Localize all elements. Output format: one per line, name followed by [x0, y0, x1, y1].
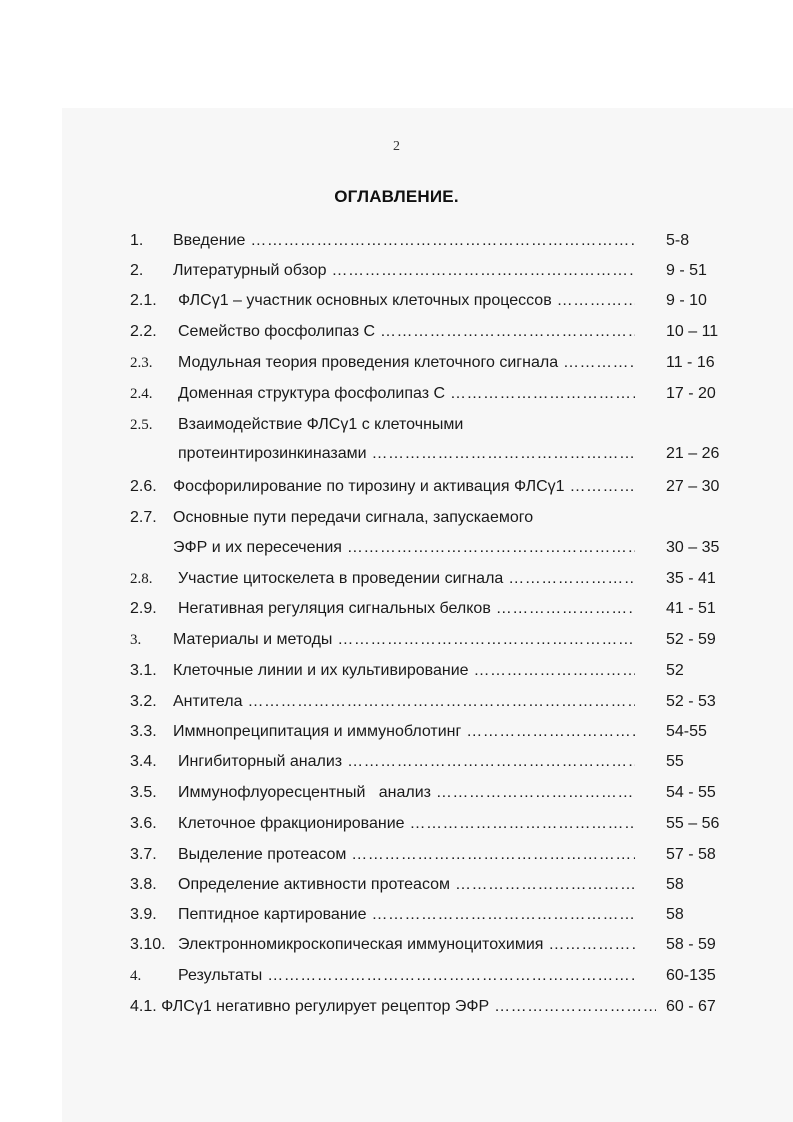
- toc-entry-pages: 41 - 51: [666, 600, 716, 617]
- toc-entry-pages: 5-8: [666, 232, 690, 249]
- toc-entry-number: 2.3.: [130, 355, 153, 371]
- toc-entry-title[interactable]: Клеточные линии и их культивирование …………………………………………………………………………………………………………………………………………: [173, 661, 635, 681]
- toc-entry-number: 3.6.: [130, 815, 157, 832]
- toc-entry-title[interactable]: Литературный обзор …………………………………………………………………………………………………………………………………………: [173, 261, 635, 281]
- toc-entry-pages: 9 - 51: [666, 262, 707, 279]
- toc-entry-title[interactable]: Фосфорилирование по тирозину и активация ФЛСγ1 …………………………………………………………………………………………………………………………………………: [173, 477, 635, 497]
- toc-entry-title[interactable]: Электронномикроскопическая иммуноцитохимия …………………………………………………………………………………………………………………………………………: [178, 935, 635, 955]
- toc-entry-pages: 27 – 30: [666, 478, 720, 495]
- toc-entry-pages: 58: [666, 876, 684, 893]
- toc-entry-title[interactable]: Иммунофлуоресцентный анализ …………………………………………………………………………………………………………………………………………: [178, 783, 635, 803]
- toc-entry-number: 2.4.: [130, 386, 153, 402]
- toc-entry-title[interactable]: Основные пути передачи сигнала, запускаемого: [173, 509, 534, 526]
- toc-entry-pages: 52 - 59: [666, 631, 716, 648]
- toc-entry-title[interactable]: Результаты …………………………………………………………………………………………………………………………………………: [178, 966, 635, 986]
- toc-entry-pages: 60-135: [666, 967, 716, 984]
- toc-entry-title[interactable]: Введение …………………………………………………………………………………………………………………………………………: [173, 231, 635, 251]
- toc-entry-title[interactable]: Семейство фосфолипаз С …………………………………………………………………………………………………………………………………………: [178, 322, 635, 342]
- toc-entry-pages: 52: [666, 662, 684, 679]
- toc-entry-title[interactable]: Взаимодействие ФЛСγ1 с клеточными: [178, 416, 464, 433]
- toc-entry-pages: 35 - 41: [666, 570, 716, 587]
- toc-entry-title[interactable]: Ингибиторный анализ …………………………………………………………………………………………………………………………………………: [178, 752, 635, 772]
- toc-entry-pages: 54 - 55: [666, 784, 716, 801]
- toc-entry-pages: 21 – 26: [666, 445, 720, 462]
- toc-entry-title[interactable]: Доменная структура фосфолипаз С …………………………………………………………………………………………………………………………………………: [178, 384, 635, 404]
- toc-entry-number: 3.8.: [130, 876, 157, 893]
- toc-entry-title[interactable]: Иммнопреципитация и иммуноблотинг …………………………………………………………………………………………………………………………………………: [173, 722, 635, 742]
- toc-entry-number: 3.9.: [130, 906, 157, 923]
- page-title: ОГЛАВЛЕНИЕ.: [334, 187, 459, 206]
- toc-entry-title[interactable]: 4.1. ФЛСγ1 негативно регулирует рецептор ЭФР …………………………………………………………………………………………………………………………………………: [130, 997, 656, 1017]
- toc-entry-number: 3.2.: [130, 693, 157, 710]
- toc-entry-pages: 55: [666, 753, 684, 770]
- toc-entry-pages: 58: [666, 906, 684, 923]
- toc-entry-number: 3.: [130, 632, 142, 648]
- toc-entry-title[interactable]: Пептидное картирование …………………………………………………………………………………………………………………………………………: [178, 905, 635, 925]
- toc-entry-number: 2.7.: [130, 509, 157, 526]
- toc-entry-title[interactable]: ФЛСγ1 – участник основных клеточных процессов …………………………………………………………………………………………………………………………………………: [178, 291, 635, 311]
- toc-entry-pages: 60 - 67: [666, 998, 716, 1015]
- toc-entry-number: 2.: [130, 262, 144, 279]
- toc-entry-title-continued[interactable]: протеинтирозинкиназами …………………………………………………………………………………………………………………………………………: [178, 444, 635, 464]
- toc-entry-pages: 17 - 20: [666, 385, 716, 402]
- toc-entry-number: 2.8.: [130, 571, 153, 587]
- toc-entry-pages: 57 - 58: [666, 846, 716, 863]
- toc-entry-pages: 54-55: [666, 723, 707, 740]
- toc-entry-title[interactable]: Определение активности протеасом …………………………………………………………………………………………………………………………………………: [178, 875, 635, 895]
- toc-entry-number: 2.2.: [130, 323, 157, 340]
- toc-entry-title[interactable]: Антитела …………………………………………………………………………………………………………………………………………: [173, 692, 635, 712]
- toc-entry-pages: 11 - 16: [666, 354, 715, 371]
- toc-entry-title[interactable]: Модульная теория проведения клеточного сигнала …………………………………………………………………………………………………………………………………………: [178, 353, 635, 373]
- toc-entry-pages: 52 - 53: [666, 693, 716, 710]
- toc-entry-title[interactable]: Выделение протеасом …………………………………………………………………………………………………………………………………………: [178, 845, 635, 865]
- toc-entry-number: 3.4.: [130, 753, 157, 770]
- toc-entry-title[interactable]: Клеточное фракционирование …………………………………………………………………………………………………………………………………………: [178, 814, 635, 834]
- toc-entry-title[interactable]: Материалы и методы …………………………………………………………………………………………………………………………………………: [173, 630, 635, 650]
- toc-entry-number: 3.5.: [130, 784, 157, 801]
- toc-entry-number: 2.6.: [130, 478, 157, 495]
- toc-entry-pages: 55 – 56: [666, 815, 720, 832]
- toc-entry-title-continued[interactable]: ЭФР и их пересечения …………………………………………………………………………………………………………………………………………: [173, 538, 635, 558]
- toc-entry-number: 3.1.: [130, 662, 157, 679]
- toc-entry-pages: 58 - 59: [666, 936, 716, 953]
- toc-entry-number: 4.: [130, 968, 142, 984]
- toc-entry-number: 3.3.: [130, 723, 157, 740]
- toc-entry-pages: 10 – 11: [666, 323, 719, 340]
- toc-entry-pages: 9 - 10: [666, 292, 707, 309]
- toc-entry-title[interactable]: Негативная регуляция сигнальных белков …………………………………………………………………………………………………………………………………………: [178, 599, 635, 619]
- toc-entry-number: 2.5.: [130, 417, 153, 433]
- toc-entry-number: 2.1.: [130, 292, 157, 309]
- toc-entry-number: 2.9.: [130, 600, 157, 617]
- page-number: 2: [393, 139, 400, 154]
- toc-entry-number: 1.: [130, 232, 144, 249]
- toc-entry-number: 3.10.: [130, 936, 166, 953]
- toc-entry-number: 3.7.: [130, 846, 157, 863]
- toc-entry-title[interactable]: Участие цитоскелета в проведении сигнала …………………………………………………………………………………………………………………………………………: [178, 569, 635, 589]
- toc-entry-pages: 30 – 35: [666, 539, 720, 556]
